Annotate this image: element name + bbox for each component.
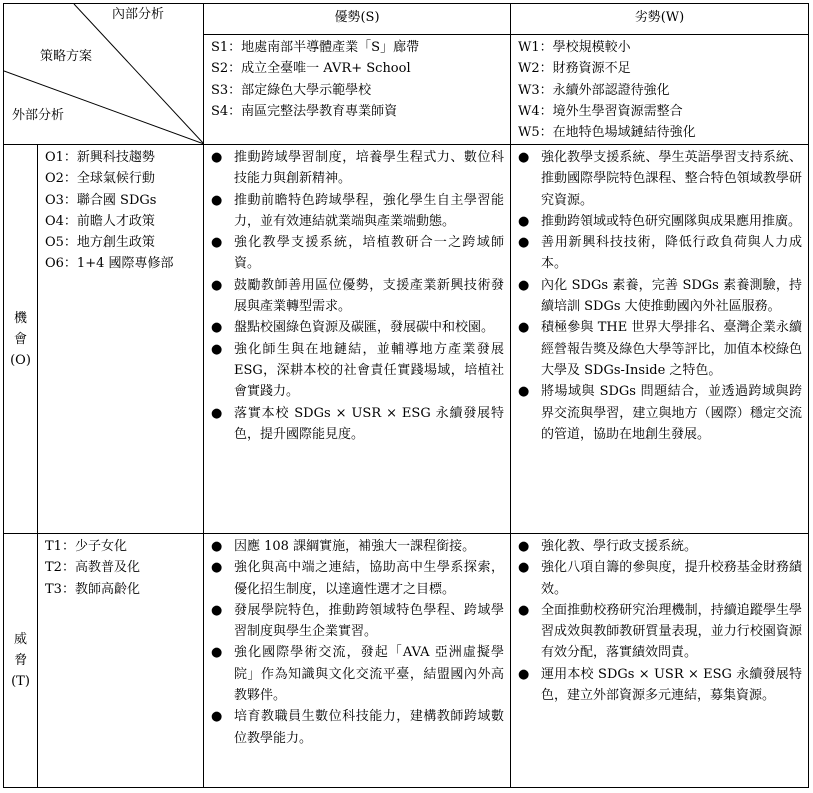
weaknesses-list-cell: [511, 35, 809, 145]
st-strategies-cell: [204, 534, 511, 788]
opportunities-side-label: 機 會 (O): [4, 145, 38, 534]
opportunities-list-cell: [38, 145, 204, 534]
so-strategy-item: ● 盤點校園綠色資源及碳匯，發展碳中和校園。: [210, 317, 504, 338]
strength-item: S4：南區完整法學教育專業師資: [211, 103, 398, 119]
threat-item: T1：少子女化: [45, 539, 127, 554]
opportunity-item: O4：前瞻人才政策: [45, 213, 155, 229]
opportunity-item: O6：1+4 國際專修部: [45, 256, 174, 272]
weakness-item: W2：財務資源不足: [518, 61, 631, 77]
wt-strategy-item: ● 強化教、學行政支援系統。: [517, 536, 802, 557]
weakness-item: W5：在地特色場域鏈結待強化: [518, 125, 696, 141]
opportunity-item: O3：聯合國 SDGs: [45, 192, 157, 208]
strengths-list-cell: [204, 35, 511, 145]
so-strategy-item: ● 強化師生與在地鏈結，並輔導地方產業發展 ESG，深耕本校的社會責任實踐場域，培植社會實踐力。: [210, 339, 504, 403]
st-strategy-item: ● 強化與高中端之連結，協助高中生學系探索，優化招生制度，以達適性選才之目標。: [210, 557, 504, 600]
diagonal-header-cell: [4, 4, 204, 145]
wo-strategy-item: ● 積極參與 THE 世界大學排名、臺灣企業永續經營報告獎及綠色大學等評比，加值本校綠色大學及 SDGs-Inside 之特色。: [517, 317, 802, 381]
opportunity-item: O2：全球氣候行動: [45, 171, 155, 187]
so-strategies-cell: [204, 145, 511, 534]
threat-item: T2：高教普及化: [45, 560, 140, 576]
wo-strategy-item: ● 內化 SDGs 素養，完善 SDGs 素養測驗，持續培訓 SDGs 大使推動國內外社區服務。: [517, 275, 802, 318]
wt-strategy-item: ● 全面推動校務研究治理機制，持續追蹤學生學習成效與教師教研質量表現，並力行校園資源有效分配，落實績效問責。: [517, 600, 802, 664]
st-strategy-item: ● 強化國際學術交流，發起「AVA 亞洲虛擬學院」作為知識與文化交流平臺，結盟國內外高教夥伴。: [210, 642, 504, 706]
internal-analysis-label: 內部分析: [112, 7, 165, 22]
wt-strategy-item: ● 運用本校 SDGs × USR × ESG 永續發展特色，建立外部資源多元連結，募集資源。: [517, 664, 802, 707]
st-strategy-item: ● 因應 108 課綱實施，補強大一課程銜接。: [210, 536, 504, 557]
threat-item: T3：教師高齡化: [45, 581, 140, 597]
threats-list-cell: [38, 534, 204, 788]
wo-strategy-item: ● 將場域與 SDGs 問題結合，並透過跨域與跨界交流與學習，建立與地方（國際）穩定交流的管道，協助在地創生發展。: [517, 381, 802, 445]
wt-strategies-cell: [511, 534, 809, 788]
strengths-header: 優勢(S): [204, 4, 511, 35]
so-strategy-item: ● 落實本校 SDGs × USR × ESG 永續發展特色，提升國際能見度。: [210, 403, 504, 446]
wo-strategy-item: ● 強化教學支援系統、學生英語學習支持系統、推動國際學院特色課程、整合特色領域教學研究資源。: [517, 147, 802, 211]
strategy-plan-label: 策略方案: [40, 49, 93, 64]
so-strategy-item: ● 推動跨域學習制度，培養學生程式力、數位科技能力與創新精神。: [210, 147, 504, 190]
st-strategy-item: ● 發展學院特色，推動跨領域特色學程、跨域學習制度與學生企業實習。: [210, 600, 504, 643]
weakness-item: W3：永續外部認證待強化: [518, 82, 670, 98]
wo-strategy-item: ● 善用新興科技技術，降低行政負荷與人力成本。: [517, 232, 802, 275]
opportunity-item: O5：地方創生政策: [45, 235, 155, 251]
wt-strategy-item: ● 強化八項自籌的參與度，提升校務基金財務績效。: [517, 557, 802, 600]
opportunity-item: O1：新興科技趨勢: [45, 150, 155, 165]
strength-item: S3：部定綠色大學示範學校: [211, 82, 372, 98]
threats-side-label: 威 脅 (T): [4, 534, 38, 788]
so-strategy-item: ● 鼓勵教師善用區位優勢，支援產業新興技術發展與產業轉型需求。: [210, 275, 504, 318]
strength-item: S2：成立全臺唯一 AVR+ School: [211, 61, 411, 77]
so-strategy-item: ● 推動前瞻特色跨域學程，強化學生自主學習能力，並有效連結就業端與產業端動態。: [210, 190, 504, 233]
swot-matrix-table: [3, 3, 809, 788]
so-strategy-item: ● 強化教學支援系統，培植教研合一之跨域師資。: [210, 232, 504, 275]
st-strategy-item: ● 培育教職員生數位科技能力，建構教師跨域數位教學能力。: [210, 706, 504, 749]
wo-strategy-item: ● 推動跨領域或特色研究團隊與成果應用推廣。: [517, 211, 802, 232]
weakness-item: W4：境外生學習資源需整合: [518, 103, 683, 119]
wo-strategies-cell: [511, 145, 809, 534]
strength-item: S1：地處南部半導體產業「S」廊帶: [211, 40, 420, 55]
weaknesses-header: 劣勢(W): [511, 4, 809, 35]
external-analysis-label: 外部分析: [12, 108, 65, 123]
weakness-item: W1：學校規模較小: [518, 40, 631, 55]
